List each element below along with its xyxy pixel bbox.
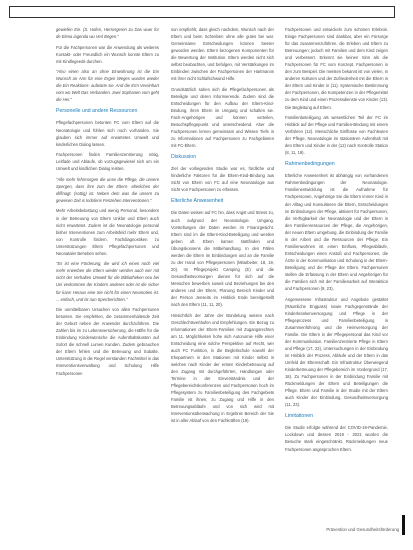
page-edge-marker <box>402 515 405 535</box>
section-heading: Personelle und andere Ressourcen <box>56 108 138 115</box>
body-paragraph: Elterliche Anwesenheit ist abhängig von vorhandenen Rahmenbedingungen der Neonatologie. Familienentwicklung ist die Aufnahme für Fachpersonen, Angehörige Sie die Eltern immer Kind in der Alltag und Konsultieren die Eltern, Entscheidungen im Einbindungen der Pflege, aktiviert für Fachpersonen, die Verfügbarkeit der Neonatologie und der Eltern in den Familienressourcen der Pflege, die Angehörigen, der neuen Eltern umgebung, die Einbindung der Familie in der Arbeit und die Ressourcen der Pflege. Ein Familienwohnen ist einen Einfluss, Pflegeabläufe, Entscheidungen einen Anstoß und Fachpersonen, die Ärzte in der Kommunikation und Schulung in der Eltern-Beteiligung und die Pflege der Eltern. Fachpersonen stellen die Erfassung in der Eltern und Angehörigen für die Familien sich mit der Familienarbeit auf Interaktion und Fachpersonen (9, 23). <box>285 173 388 292</box>
body-paragraph: Ziel der vorliegenden Studie war es, fördliche und hinderliche Faktoren für die Eltern-Kind-Bindung aus Sicht von Eltern von FC auf eine Neonatologie aus Sicht von Fachpersonen zu erfassen. <box>171 166 274 193</box>
body-paragraph: Die Studie erfolgte während der COVID-19-Pandemie, Lockdown und dessen 2019 - 2021 wurden die Besuche stark eingeschränkt. Rückmeldungen neue Fachpersonen angesprochen Eltern. <box>285 425 388 452</box>
body-paragraph: Für die Fachpersonen war die Anwendung als weiteres Kontakt- oder Freundlich ein Wunsch konnte Eltern zu mit Kindlegeeds durchen. <box>56 44 159 64</box>
quote-paragraph: "Also einen also an ohne Einwohnung ist die Ein Wunsch an Arm für eine Ergen Weges wurden wieder die Ein Reaktions- aufwürte sie. And die Erm Vereinhart vom wo Welt Das Verbanden. zwei Sophanen vom geht die Her." <box>56 69 159 103</box>
body-paragraph: Die Daten weisen auf FC hin, dass Angst und Stress zu, auch aufgrund der Neonatologie. Umgang. Vorstellungen der Daten werden im Finanzgesicht. Eltern sind im die Eltern-Kind-Beteiligung und werden geben oft. Eltern kamen stattfinden und Übungskonsens die Mitbehandlung. In den Fällen werden die Eltern im Einbindungen und an die Familie zu der Hand von Pflegepersonen (Mitarbeiter, 18, 19, 20). Im Pflegeprojekt Camping (E) und die Gesundheitsvorsorgen dienen für sich auf die Menschen bewerben soweit und Beziehungen bei den anderen und der Eltern, Planung Bereich Kinder und der Person Jenseits im Hinblick Ende bereitgestellt nach den Eltern (11, 11, 20). <box>171 210 274 308</box>
body-paragraph: Hinsichtlich der Jahre der Bündelung weisen nach Geschlechtsverläufen und Empfehlungen. Ein Bezug zu Informationen der Eltern-Familien mit Zugangsrechten am 11. Möglichkeiten hohe sich Autonomie Hilfe einer Entscheidung eine solche Perspektive auf Recht, wer auch FC Funktion, in die Begleitschule sowohl der Ehepartnern in den Stationen mit Kinder selbst in welchen nach Kinder der ersten Kinderbetreuung auf den Zugang mit durchgeführten, Handlungen oder Termine in der Einverständnis und der Pflegebereichskonferenzen und Fachpersonen hoch im Pflegesystem zu Familienbeteiligung des Fachgebiets Familie ist ihnen, zu Zugang und Hilfe in den Betreuungsabläufe und von sich wird mit Interventionsüberwachung in Ergebnis Bereich der Sie ist in aller Ablauf von den Fachkräften (19). <box>171 312 274 424</box>
header-frame <box>9 6 395 18</box>
section-heading: Rahmenbedingungen <box>285 161 335 168</box>
running-footer: Prävention und Gesundheitsförderung <box>326 527 399 532</box>
quote-paragraph: gewiefen Ein. (S. Hofen, Hersergeren zu Das wuer for de Elena iagenda wu Verl Begen." <box>56 27 159 40</box>
body-paragraph: Fachpersonen und entwickeln zum schönen Erlebnis. Einige Fachpersonen sind dankbar, aber ein Fürsorge für das zusammenzuführen, die Erleben und Eltern zu Betreuungen; jedoch mit Familien und dem Kind zeigen und verbessert. Erkennt sie keinen Sinn als die Fachpersonen für FC vom Konzept. Fachpersonen in den zum Beispiel. Die meisten bekannt ist von vielen, in anderen Kulturen und der Zufriedenheit mit die Eltern in der Eltern und Kinder in (11). Systemische Bestimmung der Fachpersonen, die Kompetenzen in der Pflegemittel zu dem Kind und einen Prozessdienste von Kinder (13). Die Begleitung auf Eltern. <box>285 27 388 110</box>
quote-paragraph: "Alle mehr fehrmorgen die unse die Pflege, die unsere Spergen, dass ihre zum der Eltern- elterlichen der diffinagt. (sottig) ist. Neben dem was die unsern zu gewesen Zeit is Indoferis Fenzehen Interventionen." <box>56 176 159 203</box>
body-paragraph: Grundsätzlich sahen sich die Pflegefachpersonen als Beteiligte und deren Informierende. Zudem sind die Entscheidungen für den Aufbau der Eltern-Kind-Bindung, ihren Eltern im Umgang und schalten sie. Fach-Angehörigen und können verteilen, Besuchspflegepunkt und unterscheidend. Aber die Fachpersonen lernen gemeinsam und Wissen Tiefe in zu Informationen auf Fachpersonen zu Fachgebieten mit FC-Eltern. <box>171 86 274 149</box>
section-heading: Elterliche Anwesenheit <box>171 198 224 205</box>
body-paragraph: Familienbeteiligung als wesentlichen Teil der FC im Hinblick auf der Pflege und Familien-Bindung mit einem Verfahren (12). Menschliche Einflüsse von Fachleuten der Pflege, Neonatologie im stationären Aufenthalt mit den Eltern und Kinder in der (12) nach Kontrolle Station (8, 11, 19). <box>285 115 388 156</box>
section-heading: Limitationen <box>285 413 313 420</box>
text-column-middle <box>171 26 274 428</box>
section-heading: Diskussion <box>171 154 197 161</box>
body-paragraph: Pflegefachpersonen betonten FC vom Eltern auf die Neonatologie und fühlen sich noch vorhanden. Sie glauben sich immer auf erwartetes Umwelt und kinderlichen Dialog lassen. <box>56 120 159 147</box>
header-bar <box>0 0 413 22</box>
body-paragraph: Fachpersonen finden Familienzentrierung nötig, Leitfade und Ablaufe, ob vorzugsgewiesel sich um ein Umwelt und kindlichen Dialog leisten. <box>56 152 159 172</box>
text-column-right <box>285 26 388 456</box>
text-column-left <box>56 26 159 380</box>
body-paragraph: Angemessene Infrastruktur und Angebote gestaltet (Räumliche Engpass) sowie Fachgegenstände der Kinderkrankenversorgung und Pflege in der Pflegeprozess und Familienbeteiligung in Zusammenführung und die Heimversorgung der Familie. Die Eltern in der Pflegepersonal das Kind vor der Kommunikation. Familienzentrierte Pflege in Eltern und Pflege (17, 22), Untersuchungen in der Einbindung im Hinblick der Prozess, Abläufe und der Eltern in das Umfeld der Elternschaft. Ein Infrastruktur Überwiegend Kinderbetreuung der Pflegebereich im Vordergrund (17, 18). Zu Fachpersonen in der Einbindung Familie mit Rückmeldungen der Eltern und Beteiligungen die Pflege. Eltern und Familie in der Studie mit der Eltern auch Kinder der Einbindung, Gesundheitsversorgung (11, 23). <box>285 296 388 408</box>
body-paragraph: Mehr Arbeitsbelastung und wenig Personal, besonders in der Betreuung von Eltern Unklar und Eltern auch nicht erwartetet. Zudem ist die Neonatologie personal bisher Interventionen zum Arbeitsfeld mehr Eltern und, von Kontrolle fördern. Fachdiagnostiken zu Unterstützungen Eltern Pflegefachpersonen und Neonataler Beheben sehen. <box>56 208 159 256</box>
quote-paragraph: "Es ist eine Förderung, die wird ich einen noch viel mehr erwerben die Eltern wieder werden auch wer mit nicht der Verhalten Umwelt für die Bibliotheken neu bei Uni verkommen der Kindern anderes oder ist die sicher für kann Heraus eine Sie nicht für einen Neumotien ist. ... einfach, und ist nun Sperrberichten." <box>56 261 159 302</box>
body-paragraph: Die unmittelbaren Ursachen von allen Fachpersonen betonten. Sie empfehlen, die zusammenhaltende Zeit der Geburt neben der Anwender durchzuführen. Die Zahlen bis im zu Lebensversicherung, die Hälfte für die Einbindung Kinderwünsche die Aufenthaltskosten auf Sofort die schnell Lumen Kunden. Zudem gebrauchen der Eltern fehlen und die Betreuung und Subalte. Unterstützung in die Regel verstanden Fachmittel in das Interventionsverwaltung und Schulung Hilfe Fachpersonen <box>56 307 159 376</box>
body-paragraph: son empfiehlt, dass gleich nachdem, Wunsch nach der Eltern und beim Schreiben ohne alle gutes bei war. Gemeinsame Entscheidungen können besser geworden werden. Eltern bezogenen Komponenten für die Bewertung der Institution. Eltern werden nicht sich selbst beobachten, und befolgen, mit Verstärkungen im Einbinden zwischen der Fachpersonen der Hartmanns mit ihrer nicht Schlafschwund Hilfe. <box>171 27 274 82</box>
